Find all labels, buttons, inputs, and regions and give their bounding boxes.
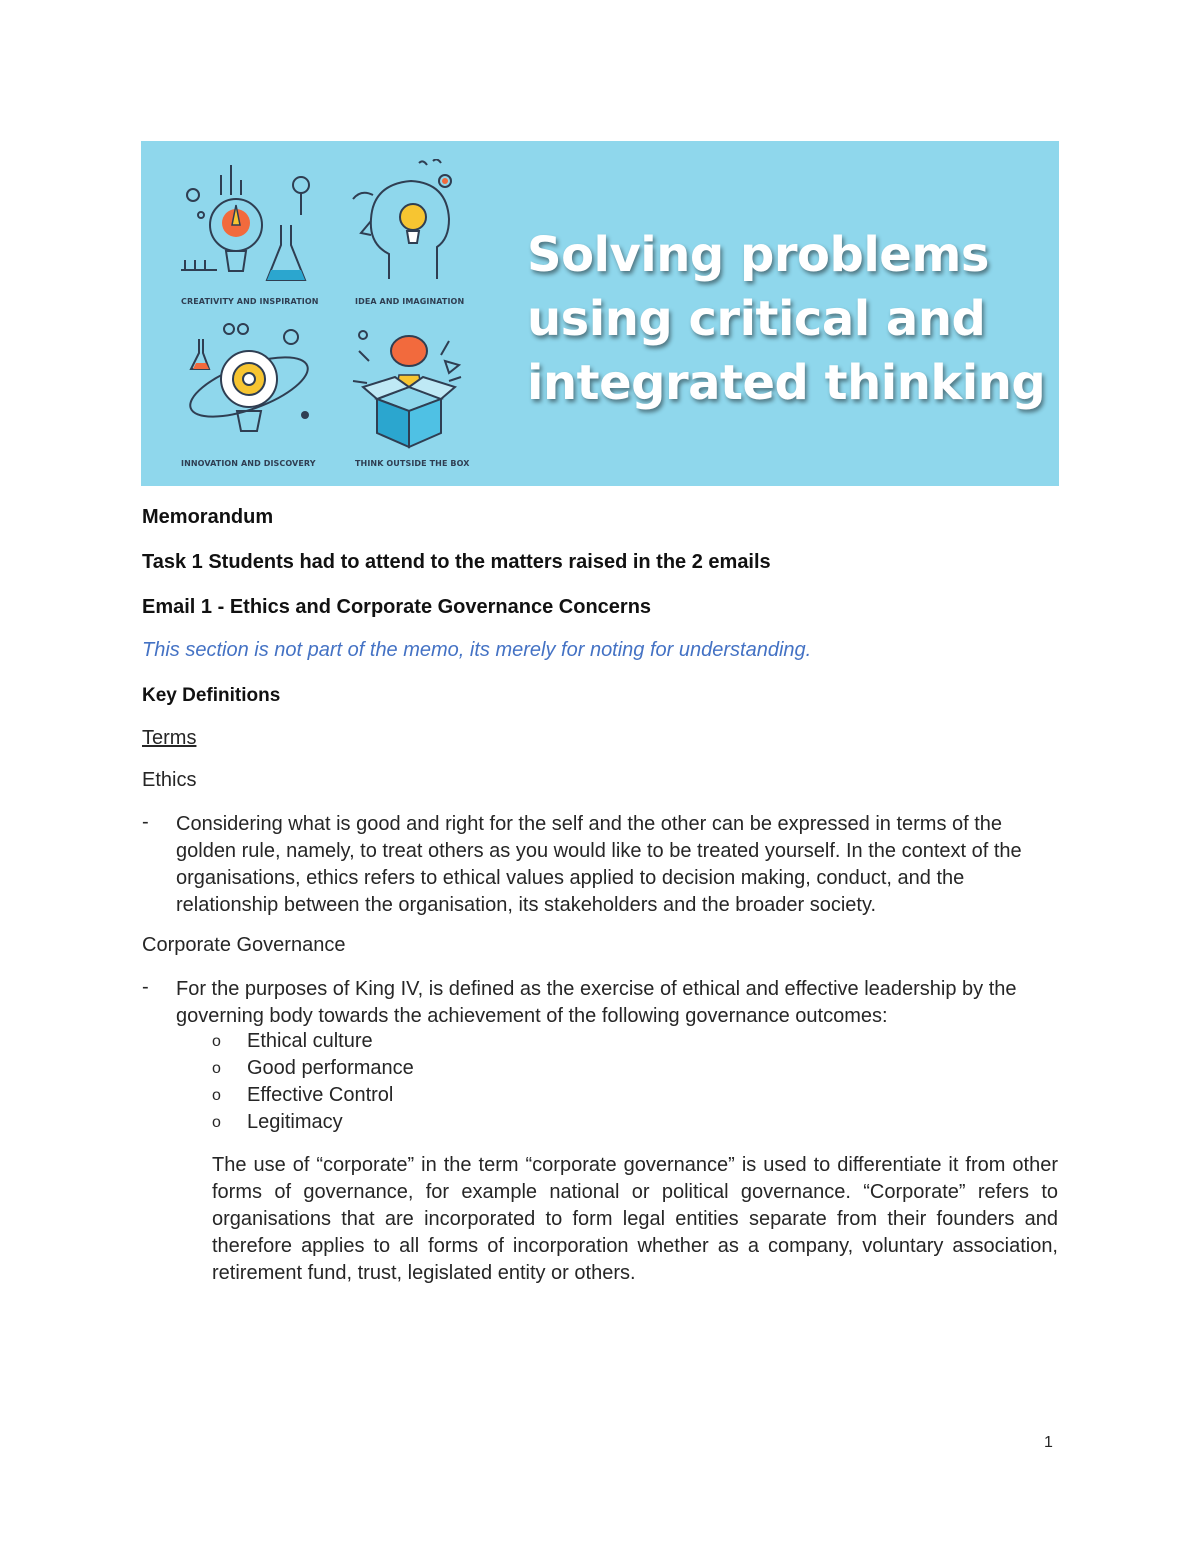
caption-outside-box: THINK OUTSIDE THE BOX [355,459,470,468]
caption-idea: IDEA AND IMAGINATION [355,297,465,306]
outcome-label: Good performance [247,1057,414,1079]
task-heading: Task 1 Students had to attend to the matters raised in the 2 emails [142,551,771,573]
banner-title-line-3: integrated thinking [527,355,1046,411]
outcome-label: Ethical culture [247,1030,373,1052]
outcome-label: Legitimacy [247,1111,343,1133]
governance-outcomes-list [212,1028,414,1136]
bullet-marker: o [212,1087,221,1104]
header-banner [141,141,1059,486]
dash-marker: - [142,976,149,998]
caption-innovation: INNOVATION AND DISCOVERY [181,459,316,468]
bullet-marker: o [212,1033,221,1050]
bullet-marker: o [212,1114,221,1131]
banner-title-line-2: using critical and [527,291,986,347]
corporate-governance-definition-text: For the purposes of King IV, is defined as the exercise of ethical and effective leadership by the governing body towards the achievement of the following governance outcomes: [176,978,1017,1027]
banner-title-line-1: Solving problems [527,227,989,283]
bullet-marker: o [212,1060,221,1077]
section-note: This section is not part of the memo, its merely for noting for understanding. [142,639,812,661]
list-item [212,1082,414,1109]
banner-title [527,223,1047,415]
dash-marker: - [142,811,149,833]
corporate-explanation-paragraph: The use of “corporate” in the term “corporate governance” is used to differentiate it from other forms of governance, for example national or political governance. “Corporate” refers to organisations that are incorporated to form legal entities separate from their founders and therefore applies to all forms of incorporation whether as a company, voluntary association, retirement fund, trust, legislated entity or others. [212,1154,1058,1284]
outcome-label: Effective Control [247,1084,394,1106]
innovation-gear-icon [181,319,321,454]
terms-heading: Terms [142,727,197,749]
caption-creativity: CREATIVITY AND INSPIRATION [181,297,319,306]
memorandum-heading: Memorandum [142,506,274,528]
list-item [212,1028,414,1055]
ethics-definition-text: Considering what is good and right for the self and the other can be expressed in terms of the golden rule, namely, to treat others as you would like to be treated yourself. In the context of the organisations, ethics refers to ethical values applied to decision making, conduct, and the relationship between the organisation, its stakeholders and the broader society. [176,813,1022,916]
ethics-term: Ethics [142,769,197,791]
page-number: 1 [1044,1434,1053,1451]
list-item [212,1055,414,1082]
outside-box-icon [349,321,469,451]
idea-head-icon [349,159,469,289]
corporate-governance-term: Corporate Governance [142,934,346,956]
key-definitions-heading: Key Definitions [142,685,281,706]
creativity-lightbulb-icon [181,155,321,295]
list-item [212,1109,414,1136]
email-heading: Email 1 - Ethics and Corporate Governance Concerns [142,596,652,618]
